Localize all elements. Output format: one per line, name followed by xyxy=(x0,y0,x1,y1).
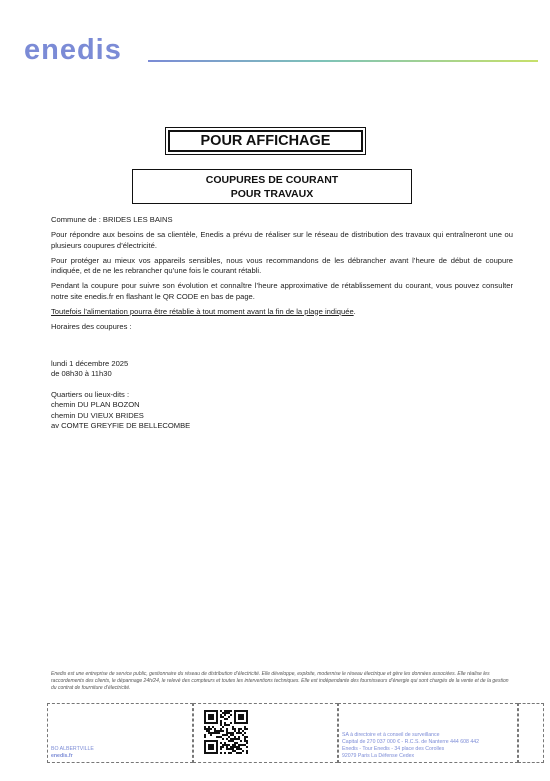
company-line: Capital de 270 037 000 € - R.C.S. de Nanterre 444 608 442 xyxy=(342,739,479,745)
notice-subtitle-line2: POUR TRAVAUX xyxy=(230,188,314,200)
company-line: Enedis - Tour Enedis - 34 place des Corolles xyxy=(342,746,445,752)
area-item: chemin DU PLAN BOZON xyxy=(51,400,140,409)
legal-notice: Enedis est une entreprise de service public, gestionnaire du réseau de distribution d’électricité. Elle développe, exploite, modernise le réseau électrique et gère les données associées. Elle réalise les raccordements des clients, le dépannage 24h/24, le relevé des compteurs et toutes les interventions techniques. Elle est indépendante des fournisseurs d’énergie qui sont chargés de la vente et de la gestion du contrat de fourniture d’électricité. xyxy=(51,671,509,691)
office-name: BO ALBERTVILLE xyxy=(51,746,94,752)
paragraph-protection: Pour protéger au mieux vos appareils sensibles, nous vous recommandons de les débrancher avant l’heure de début de coupure indiquée, et de ne les rebrancher qu’une fois le courant rétabli. xyxy=(51,255,513,275)
warning-line xyxy=(51,307,513,318)
outage-date: lundi 1 décembre 2025 xyxy=(51,358,129,368)
site-link[interactable]: enedis.fr xyxy=(51,753,73,759)
header-rule xyxy=(148,60,538,62)
commune-line: Commune de : BRIDES LES BAINS xyxy=(51,215,173,224)
notice-subtitle-line1: COUPURES DE COURANT xyxy=(205,174,339,186)
affected-areas xyxy=(51,390,513,432)
area-item: chemin DU VIEUX BRIDES xyxy=(51,410,144,420)
company-line: SA à directoire et à conseil de surveillance xyxy=(342,732,440,738)
warning-text: Toutefois l’alimentation pourra être rétablie à tout moment avant la fin de la plage indiquée xyxy=(51,306,354,316)
notice-subtitle-box xyxy=(132,169,412,204)
areas-label: Quartiers ou lieux-dits : xyxy=(51,389,130,399)
hours-label: Horaires des coupures : xyxy=(51,321,132,331)
footer-boxes xyxy=(47,703,544,763)
svg-text:enedis: enedis xyxy=(24,34,122,65)
paragraph-intro: Pour répondre aux besoins de sa clientèle, Enedis a prévu de réaliser sur le réseau de distribution des travaux qui entraîneront une ou plusieurs coupures d’électricité. xyxy=(51,230,513,250)
notice-title: POUR AFFICHAGE xyxy=(168,130,363,152)
qr-code[interactable] xyxy=(204,710,248,754)
footer-office-cell xyxy=(47,703,193,763)
paragraph-follow-up: Pendant la coupure pour suivre son évolution et connaître l’heure approximative de rétablissement du courant, vous pouvez consulter notre site enedis.fr en flashant le QR CODE en bas de page. xyxy=(51,281,513,301)
footer-qr-cell xyxy=(193,703,338,763)
outage-time: de 08h30 à 11h30 xyxy=(51,369,112,378)
outage-schedule xyxy=(51,359,513,380)
enedis-logo xyxy=(24,33,146,65)
company-line: 92079 Paris La Défense Cedex xyxy=(342,753,415,759)
notice-title-box xyxy=(165,127,366,155)
area-item: av COMTE GREYFIE DE BELLECOMBE xyxy=(51,421,191,430)
warning-period: . xyxy=(353,306,356,316)
footer-company-cell xyxy=(338,703,518,763)
notice-body xyxy=(51,215,513,432)
footer-blank-cell xyxy=(518,703,544,763)
